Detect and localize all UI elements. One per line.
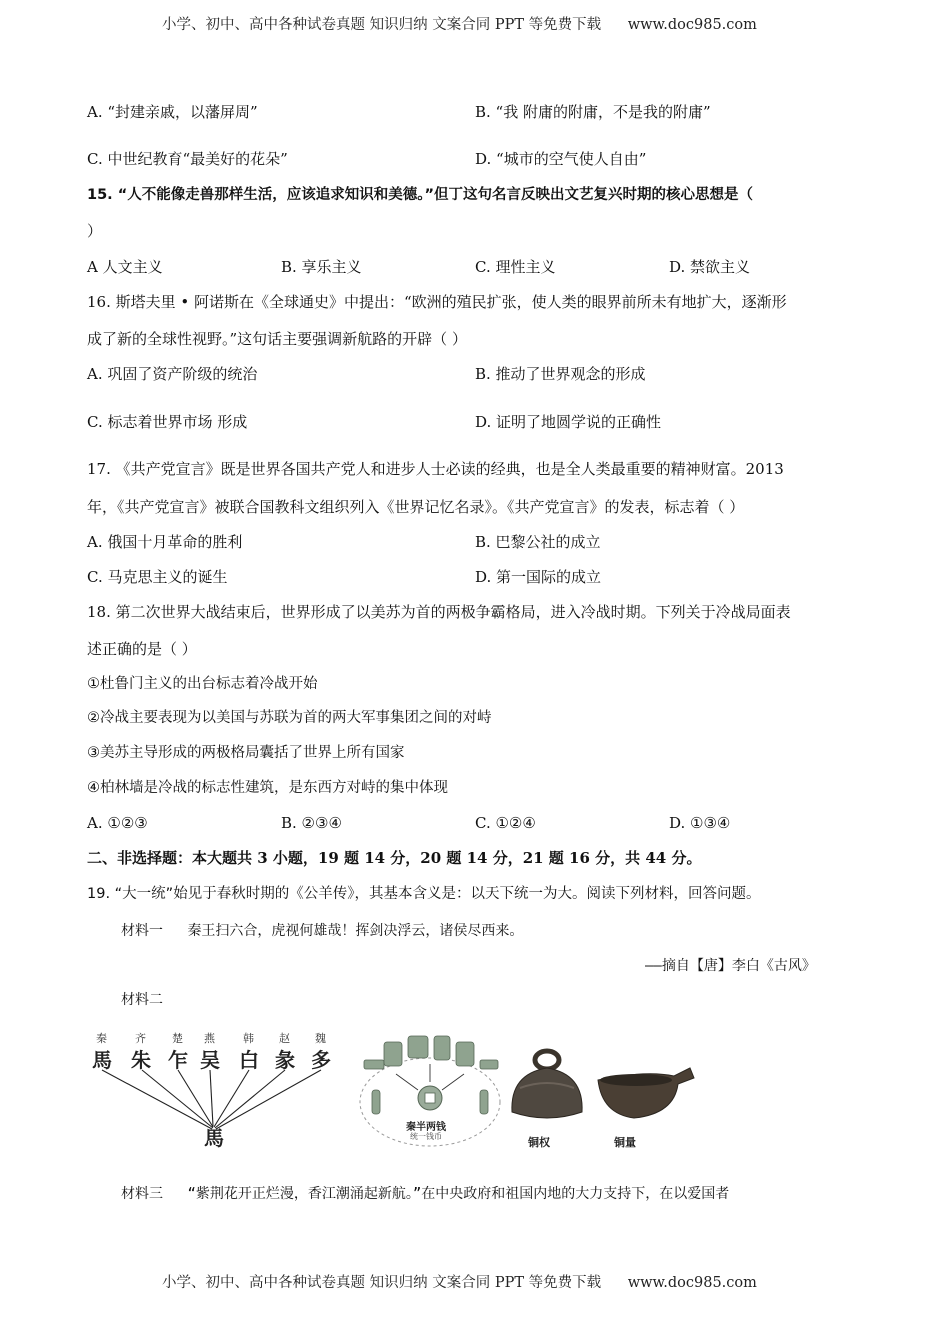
script-line (215, 1070, 285, 1128)
figure-script-unification (86, 1028, 340, 1150)
q15-option-a[interactable]: A 人文主义 (87, 258, 163, 276)
q17-stem: 17. 《共产党宣言》既是世界各国共产党人和进步人士必读的经典，也是全人类最重要的精神财富。2013 (87, 460, 784, 478)
q15-stem-end: ） (87, 222, 103, 240)
q18-stem-line2: 述正确的是（ ） (87, 640, 197, 658)
script-line (214, 1070, 249, 1127)
q18-statement-1: ①杜鲁门主义的出台标志着冷战开始 (87, 676, 318, 692)
material-1-text: 秦王扫六合，虎视何雄哉！挥剑决浮云，诸侯尽西来。 (187, 923, 524, 939)
script-line (178, 1070, 213, 1127)
q14-option-c[interactable]: C. 中世纪教育“最美好的花朵” (87, 150, 288, 168)
q17-option-b[interactable]: B. 巴黎公社的成立 (475, 533, 601, 551)
header-text: 小学、初中、高中各种试卷真题 知识归纳 文案合同 PPT 等免费下载 (162, 17, 602, 33)
footer-text: 小学、初中、高中各种试卷真题 知识归纳 文案合同 PPT 等免费下载 (162, 1275, 602, 1291)
script-line (142, 1070, 213, 1128)
bronze-weight-icon (512, 1068, 582, 1118)
q16-stem-line2: 成了新的全球性视野。”这句话主要强调新航路的开辟（ ） (87, 330, 467, 348)
q14-option-b[interactable]: B. “我 附庸的附庸，不是我的附庸” (475, 103, 711, 121)
q17-option-c[interactable]: C. 马克思主义的诞生 (87, 568, 228, 586)
page-header (162, 13, 757, 34)
footer-site-link[interactable]: www.doc985.com (627, 1275, 757, 1291)
script-glyph: 彖 (275, 1048, 295, 1072)
q18-option-c[interactable]: C. ①②④ (475, 814, 536, 832)
q18-option-d[interactable]: D. ①③④ (669, 814, 731, 832)
script-glyph: 馬 (92, 1048, 112, 1072)
q16-option-a[interactable]: A. 巩固了资产阶级的统治 (87, 365, 258, 383)
q14-option-d[interactable]: D. “城市的空气使人自由” (475, 150, 647, 168)
header-site-link[interactable]: www.doc985.com (627, 17, 757, 33)
script-line (210, 1070, 213, 1126)
figure-currency-unification (356, 1032, 504, 1150)
q16-option-b[interactable]: B. 推动了世界观念的形成 (475, 365, 646, 383)
q15-option-d[interactable]: D. 禁欲主义 (669, 258, 751, 276)
q17-option-a[interactable]: A. 俄国十月革命的胜利 (87, 533, 243, 551)
q15-stem: 15. “人不能像走兽那样生活，应该追求知识和美德。”但丁这句名言反映出文艺复兴时期的核心思想是（ (87, 187, 754, 203)
state-label: 齐 (135, 1032, 146, 1045)
material-3 (121, 1183, 729, 1203)
material-1-label: 材料一 (121, 923, 163, 939)
material-1-source: ——摘自【唐】李白《古风》 (645, 958, 816, 974)
script-glyph: 多 (311, 1048, 331, 1072)
state-label: 赵 (279, 1032, 290, 1045)
q17-stem-line2: 年，《共产党宣言》被联合国教科文组织列入《世界记忆名录》。《共产党宣言》的发表，标志着（ ） (87, 498, 745, 516)
coin-center-title: 秦半两钱 (406, 1122, 446, 1133)
material-2-label: 材料二 (121, 992, 163, 1008)
bronze-weight-handle (535, 1051, 559, 1069)
script-line (216, 1070, 321, 1129)
q15-option-c[interactable]: C. 理性主义 (475, 258, 556, 276)
state-label: 楚 (172, 1032, 183, 1045)
state-label: 魏 (315, 1032, 326, 1045)
q18-option-b[interactable]: B. ②③④ (281, 814, 342, 832)
script-glyph: 白 (239, 1048, 259, 1072)
q16-stem: 16. 斯塔夫里 • 阿诺斯在《全球通史》中提出：“欧洲的殖民扩张，使人类的眼界前所未有地扩大，逐渐形 (87, 293, 787, 311)
q18-statement-4: ④柏林墙是冷战的标志性建筑，是东西方对峙的集中体现 (87, 780, 448, 796)
bronze-objects (506, 1048, 696, 1128)
figure-weights-measures (506, 1048, 696, 1152)
qin-unified-glyph: 馬 (204, 1126, 224, 1150)
script-glyph: 吴 (200, 1048, 220, 1072)
q18-option-a[interactable]: A. ①②③ (87, 814, 148, 832)
section-2-title: 二、非选择题：本大题共 3 小题，19 题 14 分，20 题 14 分，21 题 16 分，共 44 分。 (87, 849, 702, 867)
q14-option-a[interactable]: A. “封建亲戚，以藩屏周” (87, 103, 258, 121)
q19-stem: 19. “大一统”始见于春秋时期的《公羊传》，其基本含义是：以天下统一为大。阅读下列材料，回答问题。 (87, 886, 761, 902)
page-footer (162, 1271, 757, 1292)
weight-caption: 铜权 (528, 1136, 550, 1149)
q17-option-d[interactable]: D. 第一国际的成立 (475, 568, 602, 586)
measure-caption: 铜量 (614, 1136, 636, 1149)
state-label: 燕 (204, 1032, 215, 1045)
material-3-text: “紫荆花开正烂漫，香江潮涌起新航。”在中央政府和祖国内地的大力支持下，在以爱国者 (187, 1186, 730, 1202)
q15-option-b[interactable]: B. 享乐主义 (281, 258, 362, 276)
q16-option-c[interactable]: C. 标志着世界市场 形成 (87, 413, 248, 431)
q18-statement-2: ②冷战主要表现为以美国与苏联为首的两大军事集团之间的对峙 (87, 710, 492, 726)
material-3-label: 材料三 (121, 1186, 163, 1202)
script-glyph: 乍 (168, 1048, 188, 1072)
q18-statement-3: ③美苏主导形成的两极格局囊括了世界上所有国家 (87, 745, 405, 761)
material-1 (121, 920, 523, 940)
state-label: 韩 (243, 1032, 254, 1045)
script-glyph: 朱 (131, 1048, 151, 1072)
q18-stem: 18. 第二次世界大战结束后，世界形成了以美苏为首的两极争霸格局，进入冷战时期。下列关于冷战局面表 (87, 603, 791, 621)
coin-center-subtitle: 统一钱币 (410, 1132, 442, 1141)
state-label: 秦 (96, 1032, 107, 1045)
q16-option-d[interactable]: D. 证明了地圆学说的正确性 (475, 413, 662, 431)
